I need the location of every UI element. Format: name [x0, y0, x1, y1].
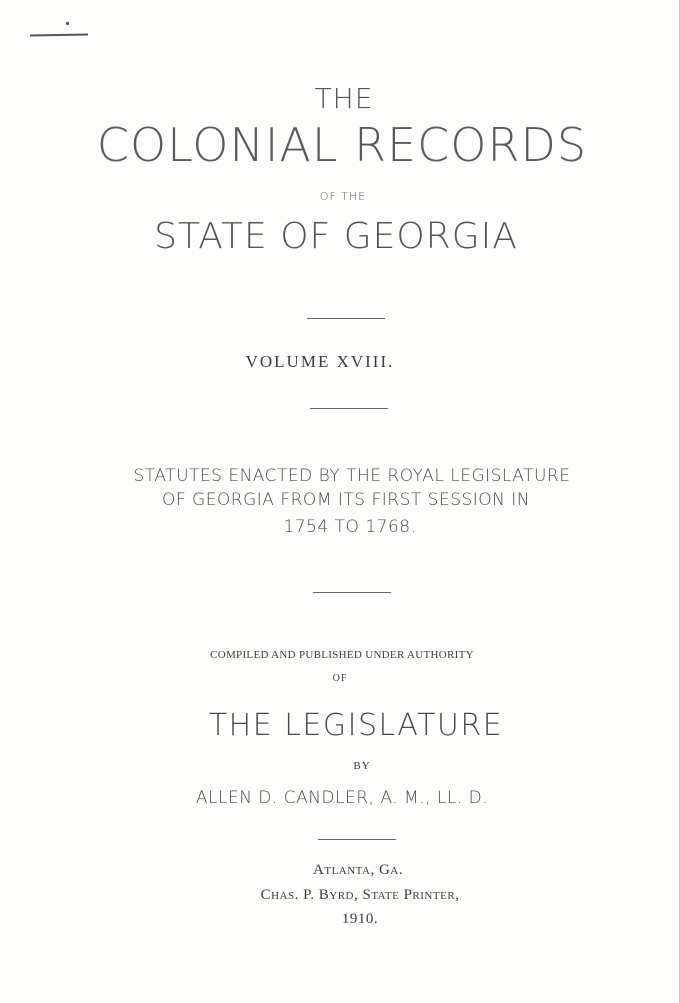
imprint-printer: Chas. P. Byrd, State Printer, [260, 887, 460, 903]
divider-rule [313, 592, 391, 593]
of-label: OF [332, 673, 348, 684]
compiled-statement: COMPILED AND PUBLISHED UNDER AUTHORITY [210, 649, 474, 661]
ink-dot [66, 22, 69, 25]
statutes-line-3: 1754 TO 1768. [283, 517, 417, 537]
title-colonial-records: COLONIAL RECORDS [96, 118, 588, 172]
title-of-the: OF THE [319, 190, 367, 203]
divider-rule [307, 318, 385, 319]
the-legislature: THE LEGISLATURE [208, 708, 504, 743]
by-label: BY [353, 760, 371, 772]
author-name: ALLEN D. CANDLER, A. M., LL. D. [195, 788, 489, 808]
imprint-year: 1910. [341, 911, 379, 927]
imprint-place: Atlanta, Ga. [313, 862, 403, 878]
title-the: THE [314, 82, 374, 115]
divider-rule [310, 408, 388, 409]
statutes-line-1: STATUTES ENACTED BY THE ROYAL LEGISLATURE [133, 466, 571, 486]
pencil-mark [30, 33, 88, 36]
volume-number: VOLUME XVIII. [245, 352, 395, 371]
title-state-of-georgia: STATE OF GEORGIA [154, 216, 518, 257]
statutes-line-2: OF GEORGIA FROM ITS FIRST SESSION IN [161, 490, 531, 510]
divider-rule [318, 839, 396, 840]
